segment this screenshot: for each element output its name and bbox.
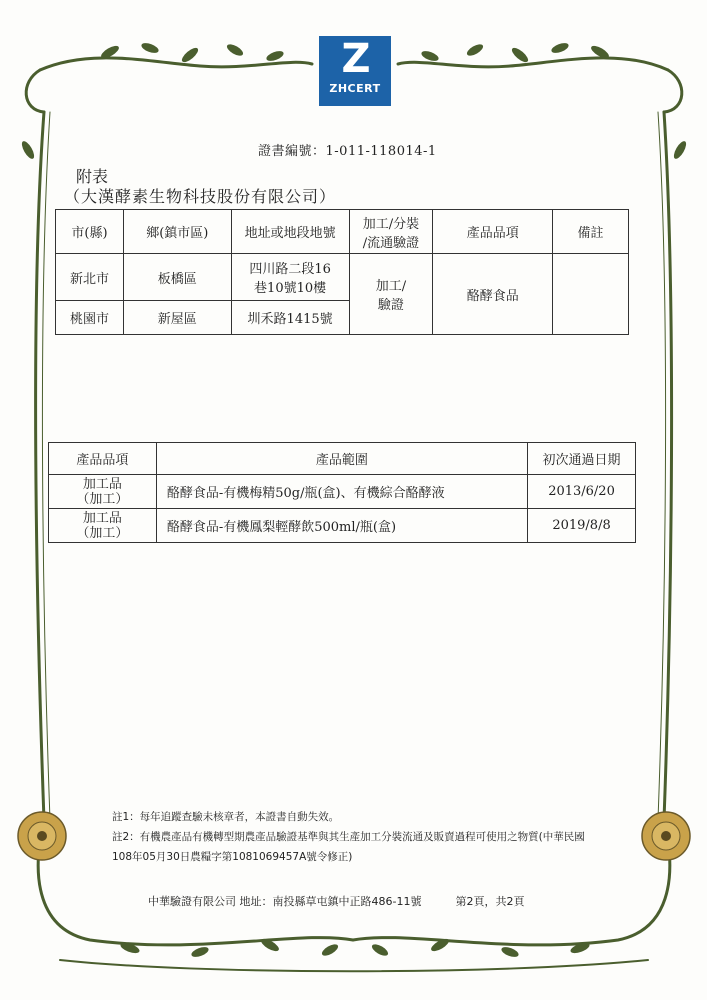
item-cell [49,509,157,543]
header-district: 鄉(鎮市區) [123,210,231,254]
certificate-number [258,140,437,159]
notes [112,807,592,867]
product-cell: 酪酵食品 [433,254,553,335]
left-flower-icon [18,812,66,860]
scope-cell: 酪酵食品-有機鳳梨輕酵飲500ml/瓶(盒) [156,509,527,543]
header-address: 地址或地段地號 [231,210,349,254]
row1-address [231,254,349,301]
item-line1: 加工品 [82,510,122,526]
row1-district: 板橋區 [123,254,231,301]
location-table-header [56,210,629,254]
product-table [48,442,636,543]
process-line1: 加工/ [375,279,407,294]
header-item: 產品品項 [49,443,157,475]
header-scope: 產品範圍 [156,443,527,475]
table-row [49,509,636,543]
zhcert-logo [319,36,391,106]
header-note: 備註 [553,210,629,254]
header-process-line2: /流通驗證 [362,235,420,251]
row1-address-line1: 四川路二段16 [249,262,331,277]
certificate-number-label: 證書編號： [258,144,326,159]
process-cell [349,254,433,335]
date-cell: 2019/8/8 [528,509,636,543]
item-cell [49,475,157,509]
row2-address: 圳禾路1415號 [231,301,349,335]
header-product: 產品品項 [433,210,553,254]
footer [148,893,524,909]
item-line2: （加工） [76,491,129,507]
attachment-title: 附表 [76,167,109,186]
table-row [49,475,636,509]
date-cell: 2013/6/20 [528,475,636,509]
note-2: 註2：有機農產品有機轉型期農產品驗證基準與其生產加工分裝流通及販賣過程可使用之物質(中華民國108年05月30日農糧字第1081069457A號令修正) [112,831,585,863]
location-table [55,209,629,335]
logo-name: ZHCERT [329,82,381,95]
scope-cell: 酪酵食品-有機梅精50g/瓶(盒)、有機綜合酪酵液 [156,475,527,509]
table-row [56,254,629,301]
row2-district: 新屋區 [123,301,231,335]
note-1: 註1：每年追蹤查驗未核章者，本證書自動失效。 [112,811,340,823]
product-table-header [49,443,636,475]
row2-city: 桃園市 [56,301,124,335]
right-flower-icon [642,812,690,860]
row1-city: 新北市 [56,254,124,301]
row1-address-line2: 巷10號10樓 [254,281,327,296]
process-line2: 驗證 [377,298,404,313]
header-date: 初次通過日期 [528,443,636,475]
header-process [349,210,433,254]
item-line2: （加工） [76,525,129,541]
company-name: （大漢酵素生物科技股份有限公司） [64,187,337,206]
header-process-line1: 加工/分裝 [362,216,420,232]
item-line1: 加工品 [82,476,122,492]
header-city: 市(縣) [56,210,124,254]
note-cell [553,254,629,335]
certificate-number-value: 1-011-118014-1 [325,144,437,159]
footer-company: 中華驗證有限公司 地址：南投縣草屯鎮中正路486-11號 [148,895,422,908]
footer-page: 第2頁，共2頁 [455,895,525,908]
logo-mark: Z [341,36,369,82]
